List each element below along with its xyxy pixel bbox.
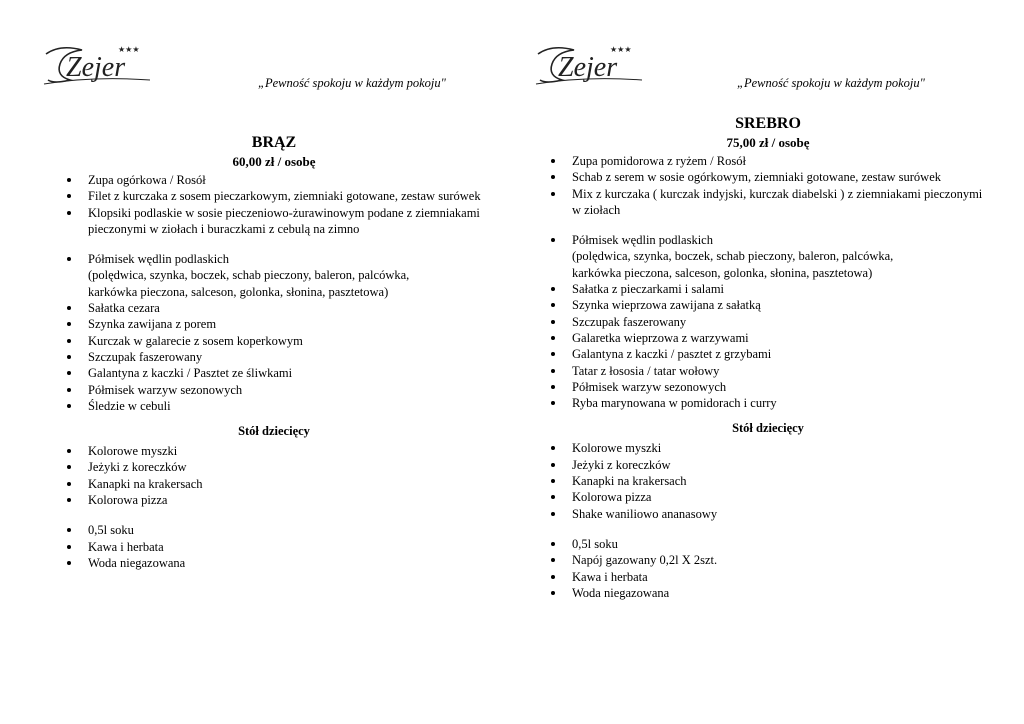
list-item: Filet z kurczaka z sosem pieczarkowym, ziemniaki gotowane, zestaw surówek: [64, 188, 484, 204]
list-item: Mix z kurczaka ( kurczak indyjski, kurczak diabelski ) z ziemniakami pieczonymi w ziołach: [548, 186, 988, 219]
hotel-logo: [42, 40, 162, 90]
logo-stars: ★★★: [118, 45, 140, 54]
list-item: Kawa i herbata: [64, 539, 484, 555]
list-item: [548, 232, 988, 281]
list-item: Kanapki na krakersach: [548, 473, 988, 489]
list-item: 0,5l soku: [64, 522, 484, 538]
dish-list: [64, 172, 484, 414]
menu-page-silver: [512, 0, 1024, 724]
list-item: Zupa ogórkowa / Rosół: [64, 172, 484, 188]
logo-text: Zejer: [66, 52, 126, 83]
list-item: Galaretka wieprzowa z warzywami: [548, 330, 988, 346]
dish-list: [548, 153, 988, 411]
list-item: Szynka wieprzowa zawijana z sałatką: [548, 297, 988, 313]
list-item: Kurczak w galarecie z sosem koperkowym: [64, 333, 484, 349]
list-item: Jeżyki z koreczków: [64, 459, 484, 475]
list-item: Jeżyki z koreczków: [548, 457, 988, 473]
list-item: Woda niegazowana: [64, 555, 484, 571]
tagline: „Pewność spokoju w każdym pokoju": [258, 76, 446, 90]
list-item: Klopsiki podlaskie w sosie pieczeniowo-żurawinowym podane z ziemniakami pieczonymi w ziołach i buraczkami z cebulą na zimno: [64, 205, 484, 238]
list-item-label: Półmisek wędlin podlaskich: [88, 252, 229, 267]
kids-list: [548, 440, 988, 521]
list-item-detail: (polędwica, szynka, boczek, schab pieczony, baleron, palcówka,: [88, 268, 410, 283]
list-item: Kolorowa pizza: [64, 492, 484, 508]
list-item: Kolorowa pizza: [548, 489, 988, 505]
list-item: Galantyna z kaczki / Pasztet ze śliwkami: [64, 365, 484, 381]
list-item: Sałatka cezara: [64, 300, 484, 316]
list-item: Schab z serem w sosie ogórkowym, ziemniaki gotowane, zestaw surówek: [548, 169, 988, 185]
list-item: Tatar z łososia / tatar wołowy: [548, 363, 988, 379]
kids-list: [64, 443, 484, 508]
list-item: Półmisek warzyw sezonowych: [64, 382, 484, 398]
list-item: Półmisek warzyw sezonowych: [548, 379, 988, 395]
logo-stars: ★★★: [610, 45, 632, 54]
list-item: Śledzie w cebuli: [64, 398, 484, 414]
list-item: Galantyna z kaczki / pasztet z grzybami: [548, 346, 988, 362]
list-item-detail: karkówka pieczona, salceson, golonka, słonina, pasztetowa): [572, 265, 873, 280]
list-item: Szynka zawijana z porem: [64, 316, 484, 332]
logo-graphic: [534, 40, 654, 90]
drinks-list: [64, 522, 484, 571]
list-item: Kolorowe myszki: [64, 443, 484, 459]
list-item: Kanapki na krakersach: [64, 476, 484, 492]
kids-table-heading: Stół dziecięcy: [732, 421, 804, 436]
list-item: Woda niegazowana: [548, 585, 988, 601]
package-title: BRĄZ: [251, 134, 297, 151]
list-item: Ryba marynowana w pomidorach i curry: [548, 395, 988, 411]
list-item: Kawa i herbata: [548, 569, 988, 585]
tagline: „Pewność spokoju w każdym pokoju": [737, 76, 925, 90]
logo-graphic: [42, 40, 162, 90]
hotel-logo: [534, 40, 654, 90]
drinks-list: [548, 536, 988, 601]
list-item-label: Półmisek wędlin podlaskich: [572, 233, 713, 248]
menu-silver: [548, 114, 988, 601]
logo-text: Zejer: [558, 52, 618, 83]
list-item-detail: (polędwica, szynka, boczek, schab pieczony, baleron, palcówka,: [572, 249, 894, 264]
menu-bronze: [64, 133, 484, 571]
kids-table-heading: Stół dziecięcy: [238, 424, 310, 439]
list-item: Shake waniliowo ananasowy: [548, 506, 988, 522]
list-item: [64, 251, 484, 300]
list-item: Napój gazowany 0,2l X 2szt.: [548, 552, 988, 568]
list-item: Zupa pomidorowa z ryżem / Rosół: [548, 153, 988, 169]
list-item: 0,5l soku: [548, 536, 988, 552]
list-item: Szczupak faszerowany: [64, 349, 484, 365]
package-price: 75,00 zł / osobę: [726, 135, 810, 150]
package-price: 60,00 zł / osobę: [232, 154, 316, 169]
list-item-detail: karkówka pieczona, salceson, golonka, słonina, pasztetowa): [88, 284, 389, 299]
package-title: SREBRO: [735, 115, 801, 132]
list-item: Szczupak faszerowany: [548, 314, 988, 330]
list-item: Sałatka z pieczarkami i salami: [548, 281, 988, 297]
list-item: Kolorowe myszki: [548, 440, 988, 456]
